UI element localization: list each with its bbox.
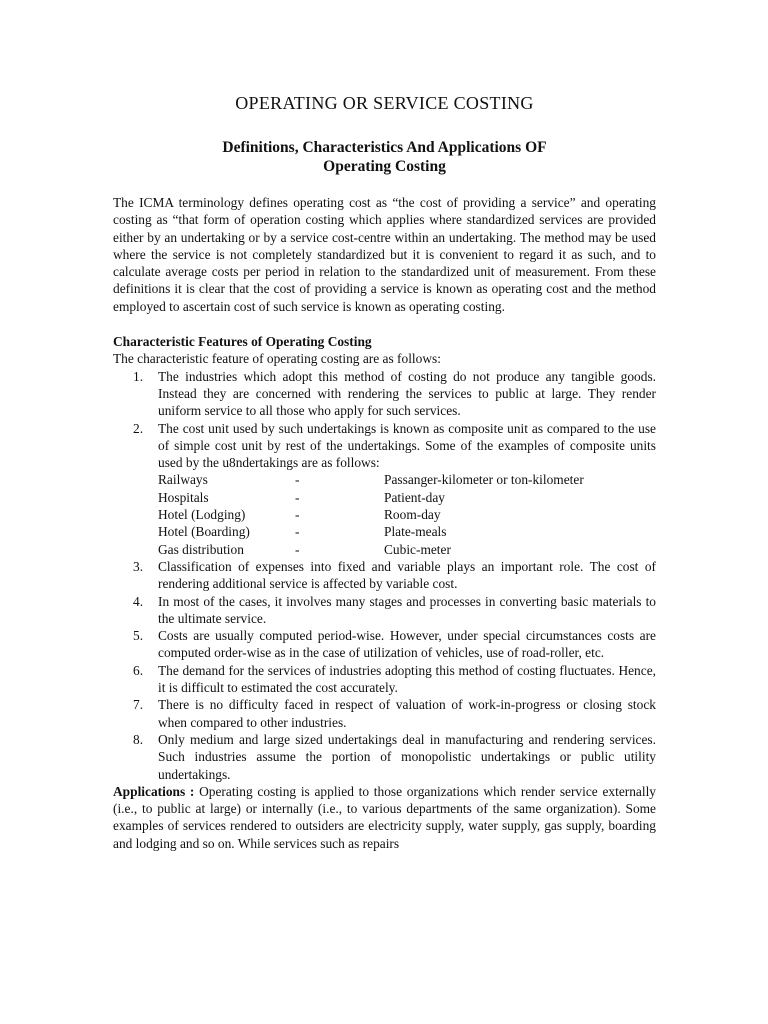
composite-unit-row [158, 506, 656, 523]
applications-label: Applications : [113, 783, 195, 799]
composite-unit-row [158, 489, 656, 506]
applications-paragraph [113, 783, 656, 852]
feature-number: 5. [133, 628, 144, 644]
feature-text: The demand for the services of industries adopting this method of costing fluctuates. Hence, it is difficult to estimated the cost accurately. [158, 662, 656, 696]
unit-dash: - [295, 541, 300, 557]
feature-text: Classification of expenses into fixed and variable plays an important role. The cost of rendering additional service is affected by variable cost. [158, 558, 656, 592]
document-body [113, 194, 656, 852]
feature-number: 3. [133, 558, 144, 574]
unit-name: Passanger-kilometer or ton-kilometer [384, 472, 584, 488]
feature-text: The industries which adopt this method of costing do not produce any tangible goods. Instead they are concerned with rendering the services to public at large. They render uniform service to all those who apply for such services. [158, 368, 656, 419]
composite-units-table [158, 471, 656, 557]
feature-item [113, 420, 656, 558]
unit-industry: Gas distribution [158, 541, 244, 557]
unit-industry: Hotel (Boarding) [158, 524, 250, 540]
feature-item [113, 368, 656, 420]
feature-text: In most of the cases, it involves many stages and processes in converting basic materials to the ultimate service. [158, 593, 656, 626]
applications-text: Operating costing is applied to those organizations which render service externally (i.e., to public at large) or internally (i.e., to various departments of the same organization). Some examples of services rendered to outsiders are electricity supply, water supply, gas supply, boarding and lodging and so on. While services such as repairs [113, 783, 657, 851]
unit-dash: - [295, 507, 300, 523]
unit-name: Cubic-meter [384, 541, 451, 557]
unit-industry: Hotel (Lodging) [158, 507, 246, 523]
document-title: OPERATING OR SERVICE COSTING [235, 93, 534, 113]
feature-text: The cost unit used by such undertakings is known as composite unit as compared to the use of simple cost unit by rest of the undertakings. Some of the examples of composite units used by the u8ndertakings are as follows: [158, 420, 656, 471]
features-list [113, 368, 656, 783]
feature-item [113, 627, 656, 662]
composite-unit-row [158, 541, 656, 558]
subtitle-line-2: Operating Costing [323, 158, 446, 175]
features-intro: The characteristic feature of operating costing are as follows: [113, 351, 441, 367]
feature-item [113, 662, 656, 697]
feature-text: Costs are usually computed period-wise. However, under special circumstances costs are computed order-wise as in the case of utilization of vehicles, use of road-roller, etc. [158, 628, 656, 661]
feature-number: 2. [133, 420, 144, 436]
features-heading: Characteristic Features of Operating Costing [113, 334, 372, 350]
unit-industry: Hospitals [158, 489, 209, 505]
feature-number: 4. [133, 593, 144, 609]
subtitle-line-1: Definitions, Characteristics And Applications OF [222, 139, 547, 156]
unit-dash: - [295, 472, 300, 488]
feature-number: 7. [133, 697, 144, 713]
feature-number: 1. [133, 368, 144, 384]
feature-item [113, 731, 656, 783]
unit-name: Room-day [384, 507, 441, 523]
intro-paragraph: The ICMA terminology defines operating cost as “the cost of providing a service” and operating costing as “that form of operation costing which applies where standardized services are provided either by an undertaking or by a service cost-centre within an undertaking. The method may be used where the service is not completely standardized but it is convenient to regard it as such, and to calculate average costs per period in relation to the standardized unit of measurement. From these definitions it is clear that the cost of providing a service is known as operating cost and the method employed to ascertain cost of such service is known as operating costing. [113, 195, 656, 314]
feature-text: There is no difficulty faced in respect of valuation of work-in-progress or closing stock when compared to other industries. [158, 697, 656, 730]
unit-name: Plate-meals [384, 524, 447, 540]
unit-dash: - [295, 524, 300, 540]
composite-unit-row [158, 471, 656, 488]
unit-name: Patient-day [384, 489, 445, 505]
feature-number: 8. [133, 731, 144, 747]
feature-text: Only medium and large sized undertakings deal in manufacturing and rendering services. Such industries assume the portion of monopolistic undertakings or public utility undertakings. [158, 731, 656, 782]
feature-item [113, 593, 656, 628]
composite-unit-row [158, 523, 656, 540]
unit-industry: Railways [158, 472, 208, 488]
feature-item [113, 696, 656, 731]
unit-dash: - [295, 489, 300, 505]
document-subtitle [113, 138, 656, 176]
feature-item [113, 558, 656, 593]
feature-number: 6. [133, 662, 144, 678]
